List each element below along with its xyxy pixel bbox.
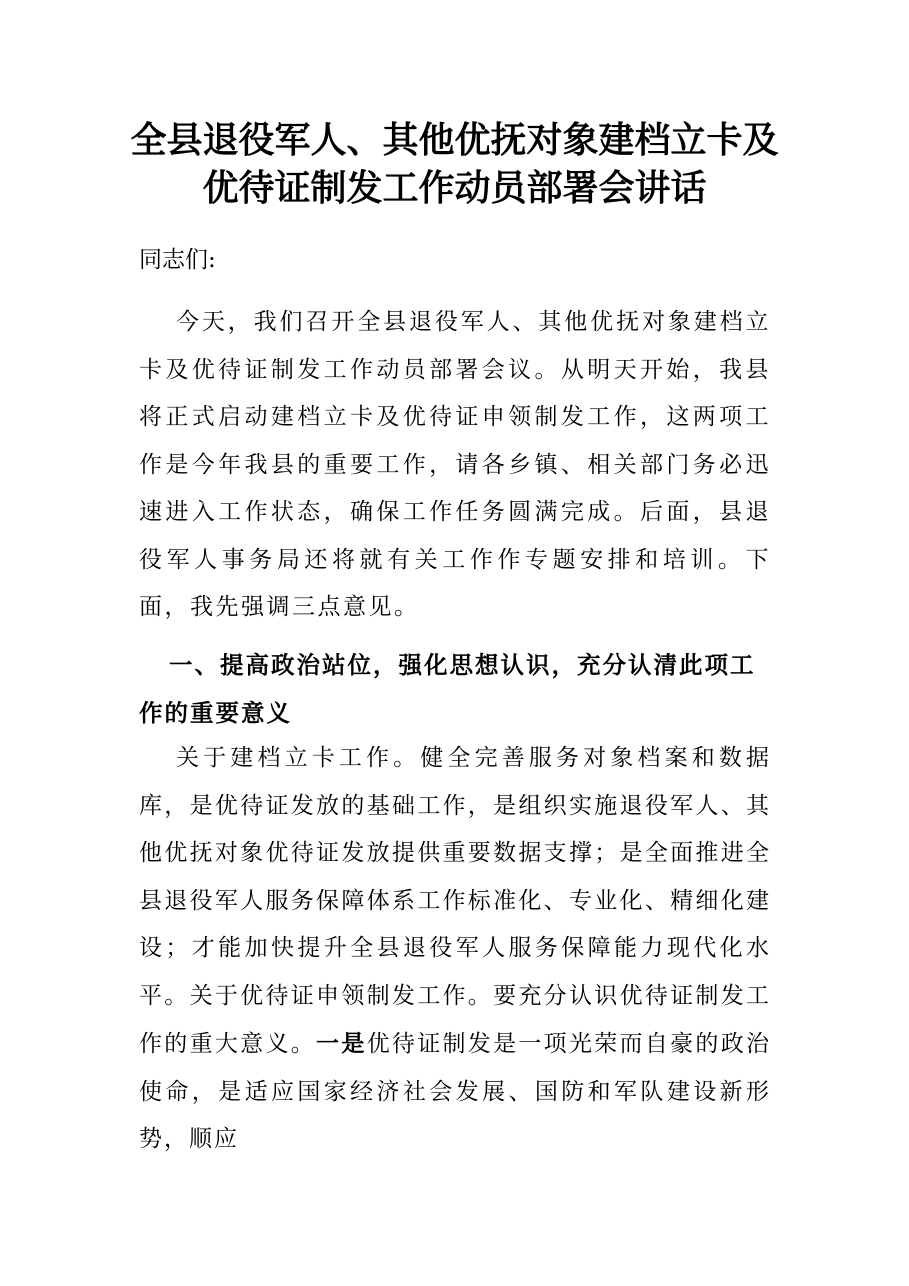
paragraph-section-1-text-b: 优待证制发是一项光荣而自豪的政治使命，是适应国家经济社会发展、国防和军队建设新形势，顺应 (139, 1031, 772, 1152)
paragraph-intro: 今天，我们召开全县退役军人、其他优抚对象建档立卡及优待证制发工作动员部署会议。从明天开始，我县将正式启动建档立卡及优待证申领制发工作，这两项工作是今年我县的重要工作，请各乡镇、相关部门务必迅速进入工作状态，确保工作任务圆满完成。后面，县退役军人事务局还将就有关工作作专题安排和培训。下面，我先强调三点意见。 (139, 309, 771, 620)
paragraph-section-1-text-a: 关于建档立卡工作。健全完善服务对象档案和数据库，是优待证发放的基础工作，是组织实施退役军人、其他优抚对象优待证发放提供重要数据支撑；是全面推进全县退役军人服务保障体系工作标准化、专业化、精细化建设；才能加快提升全县退役军人服务保障能力现代化水平。关于优待证申领制发工作。要充分认识优待证制发工作的重大意义。 (139, 745, 771, 1057)
document-title-line-2: 优待证制发工作动员部署会讲话 (202, 167, 707, 209)
document-title-line-1: 全县退役军人、其他优抚对象建档立卡及 (130, 119, 779, 161)
section-heading-1: 一、提高政治站位，强化思想认识，充分认清此项工作的重要意义 (139, 651, 756, 727)
paragraph-section-1 (139, 735, 771, 1164)
salutation: 同志们: (139, 247, 216, 273)
paragraph-section-1-bold-marker: 一是 (316, 1030, 367, 1057)
